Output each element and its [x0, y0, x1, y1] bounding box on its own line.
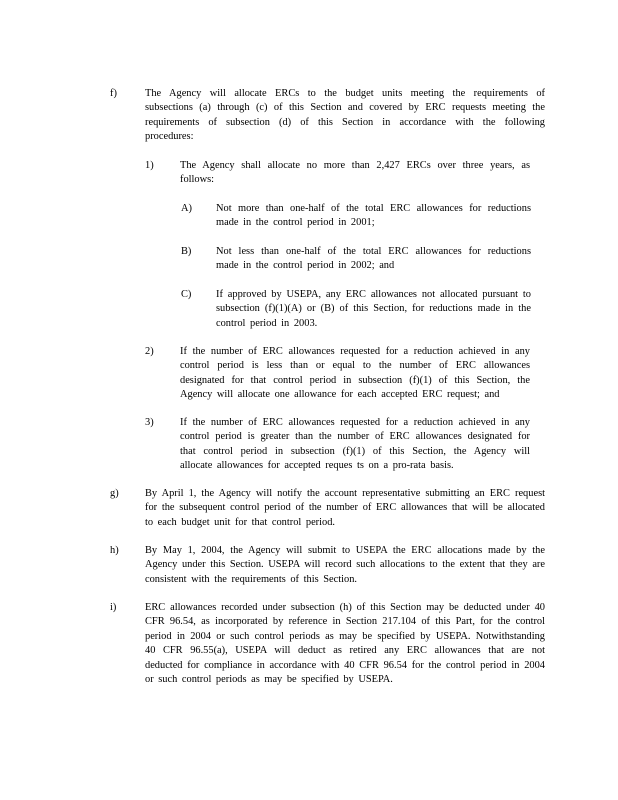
subsection-text: If approved by USEPA, any ERC allowances not allocated pursuant to subsection (f)(1)(A) or (B) of this Section, for reductions made in the control period in 2003. [216, 289, 531, 329]
subsection-text: The Agency shall allocate no more than 2,427 ERCs over three years, as follows: [180, 160, 530, 186]
subsection-text: By April 1, the Agency will notify the account representative submitting an ERC request for the subsequent control period of the number of ERC allowances that will be allocated to each budget unit for that control period. [145, 488, 545, 528]
subsection-text: ERC allowances recorded under subsection (h) of this Section may be deducted under 40 CFR 96.54, as incorporated by reference in Section 217.104 of this Part, for the control period in 2004 or such control periods as may be specified by USEPA. Notwithstanding 40 CFR 96.55(a), USEPA will deduct as retired any ERC allowances that are not deducted for compliance in accordance with 40 CFR 96.54 for the control period in 2004 or such control periods as may be specified by USEPA. [145, 602, 545, 686]
subsection-label: 1) [145, 160, 154, 171]
subsection-label: i) [110, 602, 117, 613]
subsection-label: C) [181, 289, 192, 300]
subsection-label: B) [181, 246, 192, 257]
subsection-text: Not less than one-half of the total ERC allowances for reductions made in the control period in 2002; and [216, 246, 531, 272]
subsection-label: 3) [145, 417, 154, 428]
subsection-label: g) [110, 488, 119, 499]
subsection-text: Not more than one-half of the total ERC allowances for reductions made in the control period in 2001; [216, 203, 531, 229]
subsection-text: By May 1, 2004, the Agency will submit to USEPA the ERC allocations made by the Agency under this Section. USEPA will record such allocations to the extent that they are consistent with the requirements of this Section. [145, 545, 545, 585]
subsection-label: 2) [145, 346, 154, 357]
subsection-text: The Agency will allocate ERCs to the budget units meeting the requirements of subsections (a) through (c) of this Section and covered by ERC requests meeting the requirements of subsection (d) of this Section in accordance with the following procedures: [145, 88, 545, 143]
subsection-label: A) [181, 203, 192, 214]
subsection-text: If the number of ERC allowances requested for a reduction achieved in any control period is greater than the number of ERC allowances designated for that control period in subsection (f)(1) of this Section, the Agency will allocate allowances for accepted reques ts on a pro-rata basis. [180, 417, 530, 472]
subsection-text: If the number of ERC allowances requested for a reduction achieved in any control period is less than or equal to the number of ERC allowances designated for that control period in subsection (f)(1) of this Section, the Agency will allocate one allowance for each accepted ERC request; and [180, 346, 530, 401]
subsection-label: h) [110, 545, 119, 556]
subsection-label: f) [110, 88, 117, 99]
